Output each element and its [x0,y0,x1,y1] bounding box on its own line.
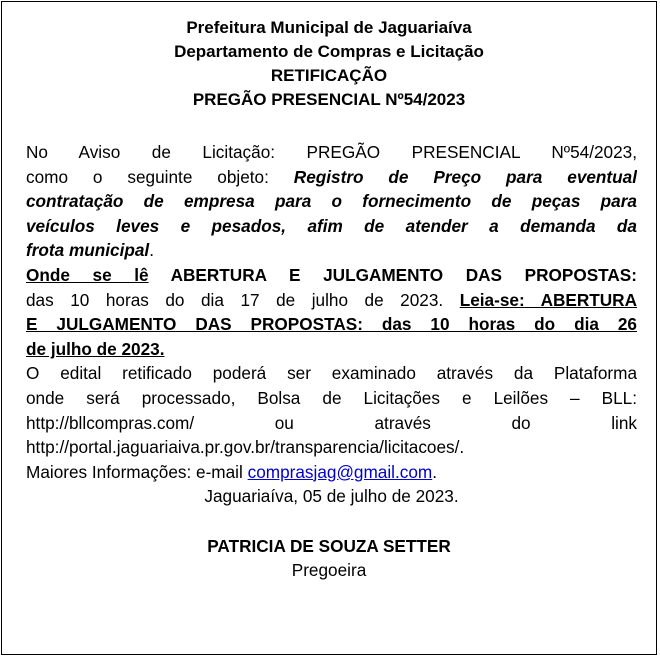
more-info-label: Maiores Informações: e-mail [26,461,248,482]
correction-line [26,263,637,288]
notice-header [2,16,656,112]
notice-line [26,238,637,263]
info-line: http://portal.jaguariaiva.pr.gov.br/transparencia/licitacoes/. [26,437,465,458]
header-retification: RETIFICAÇÃO [270,66,388,85]
notice-object-text: veículos leves e pesados, afim de atender a demanda da [26,215,637,236]
notice-line: No Aviso de Licitação: PREGÃO PRESENCIAL Nº54/2023, [26,142,637,162]
info-line: onde será processado, Bolsa de Licitações e Leilões – BLL: [26,387,637,408]
onde-se-le-label: Onde se lê [26,264,149,285]
place-date: Jaguariaíva, 05 de julho de 2023. [204,486,459,507]
header-department: Departamento de Compras e Licitação [174,42,484,61]
info-line: http://bllcompras.com/ ou através do link [26,412,637,433]
correction-line [26,288,637,313]
header-municipality: Prefeitura Municipal de Jaguariaíva [186,18,472,37]
notice-body [26,140,637,509]
more-info-end: . [432,461,437,482]
notice-frame [1,1,657,655]
new-date-text: de julho de 2023. [26,338,165,359]
signer-name: PATRICIA DE SOUZA SETTER [207,536,451,556]
header-auction-number: PREGÃO PRESENCIAL Nº54/2023 [192,90,466,109]
signature-block [2,534,656,582]
new-title-text: ABERTURA [524,289,637,310]
signer-role: Pregoeira [291,560,367,580]
notice-object-text: contratação de empresa para o fornecimento de peças para [26,191,637,212]
notice-line [26,165,637,190]
info-line: O edital retificado poderá ser examinado através da Plataforma [26,363,637,384]
new-date-text: E JULGAMENTO DAS PROPOSTAS: das 10 horas do dia 26 [26,314,637,335]
notice-object-text: frota municipal [26,240,150,261]
info-line [26,460,637,485]
email-link[interactable]: comprasjag@gmail.com [247,461,433,482]
notice-object-text: Registro de Preço para eventual [293,166,637,187]
notice-text: como o seguinte objeto: [26,166,294,187]
old-title-text: ABERTURA E JULGAMENTO DAS PROPOSTAS: [148,264,637,285]
old-date-text: das 10 horas do dia 17 de julho de 2023. [26,289,460,310]
leia-se-label: Leia-se: [459,289,525,310]
notice-text: . [149,240,154,261]
